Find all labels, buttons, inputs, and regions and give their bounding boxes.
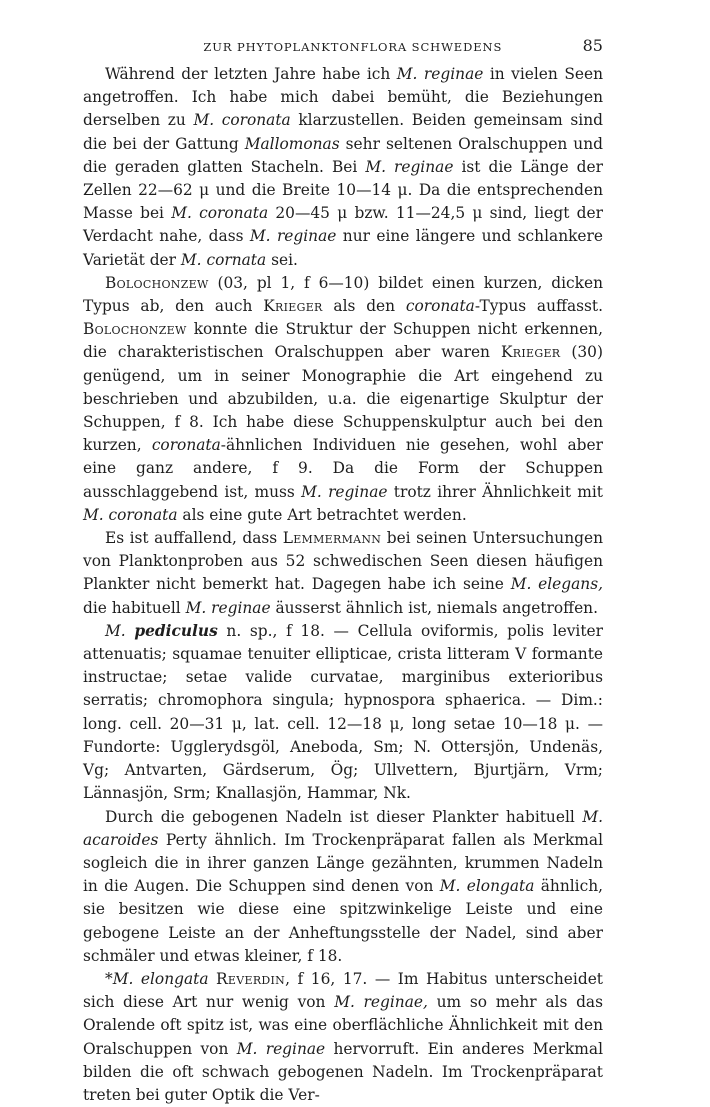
paragraph-pediculus-notes: Durch die gebogenen Nadeln ist dieser Plankter habituell M. acaroides Perty ähnlich. Im Trockenpräparat fallen als Merkmal sogleich die in ihrer ganzen Länge gezähnten, krummen Nadeln in die Augen. Die Schuppen sind denen von M. elongata ähnlich, sie besitzen wie diese eine spitzwinkelige Leiste und eine gebogene Leiste an der Anheftungsstelle der Nadel, sind aber schmäler und etwas kleiner, f 18.	[83, 807, 603, 965]
paragraph-bolochonzew: Bolochonzew (03, pl 1, f 6—10) bildet einen kurzen, dicken Typus ab, den auch Krieger als den coronata-Typus auffasst. Bolochonzew konnte die Struktur der Schuppen nicht erkennen, die charakteristischen Oralschuppen aber waren Krieger (30) genügend, um in seiner Monographie die Art eingehend zu beschrieben und abzubilden, u.a. die eigenartige Skulptur der Schuppen, f 8. Ich habe diese Schuppenskulptur auch bei den kurzen, coronata-ähnlichen Individuen nie gesehen, wohl aber eine ganz andere, f 9. Da die Form der Schuppen ausschlaggebend ist, muss M. reginae trotz ihrer Ähnlichkeit mit M. coronata als eine gute Art betrachtet werden.	[83, 273, 604, 524]
paragraph-pediculus-diagnosis: M. pediculus n. sp., f 18. — Cellula oviformis, polis leviter attenuatis; squamae tenuiter ellipticae, crista litteram V formante instructae; setae valide curvatae, marginibus exterioribus serratis; chromophora singula; hypnospora sphaerica. — Dim.: long. cell. 20—31 μ, lat. cell. 12—18 μ, long setae 10—18 μ. — Fundorte: Ugglerydsgöl, Aneboda, Sm; N. Ottersjön, Undenäs, Vg; Antvarten, Gärdserum, Ög; Ullvettern, Bjurtjärn, Vrm; Lännasjön, Srm; Knallasjön, Hammar, Nk.	[83, 621, 603, 803]
page-number: 85	[582, 36, 603, 55]
paragraph-lemmermann: Es ist auffallend, dass Lemmermann bei seinen Untersuchungen von Planktonproben aus 52 schwedischen Seen diesen häufigen Plankter nicht bemerkt hat. Dagegen habe ich seine M. elegans, die habituell M. reginae äusserst ähnlich ist, niemals angetroffen.	[83, 529, 603, 617]
running-title: ZUR PHYTOPLANKTONFLORA SCHWEDENS	[203, 40, 503, 54]
body-text	[83, 63, 603, 1107]
page-header	[83, 36, 603, 55]
paragraph-reginae-coronata: Während der letzten Jahre habe ich M. reginae in vielen Seen angetroffen. Ich habe mich dabei bemüht, die Beziehungen derselben zu M. coronata klarzustellen. Beiden gemeinsam sind die bei der Gattung Mallomonas sehr seltenen Oralschuppen und die geraden glatten Stacheln. Bei M. reginae ist die Länge der Zellen 22—62 μ und die Breite 10—14 μ. Da die entsprechenden Masse bei M. coronata 20—45 μ bzw. 11—24,5 μ sind, liegt der Verdacht nahe, dass M. reginae nur eine längere und schlankere Varietät der M. cornata sei.	[83, 65, 604, 269]
paragraph-elongata: *M. elongata Reverdin, f 16, 17. — Im Habitus unterscheidet sich diese Art nur wenig von M. reginae, um so mehr als das Oralende oft spitz ist, was eine oberflächliche Ähnlichkeit mit den Oralschuppen von M. reginae hervorruft. Ein anderes Merkmal bilden die oft schwach gebogenen Nadeln. Im Trockenpräparat treten bei guter Optik die Ver-	[83, 969, 604, 1104]
